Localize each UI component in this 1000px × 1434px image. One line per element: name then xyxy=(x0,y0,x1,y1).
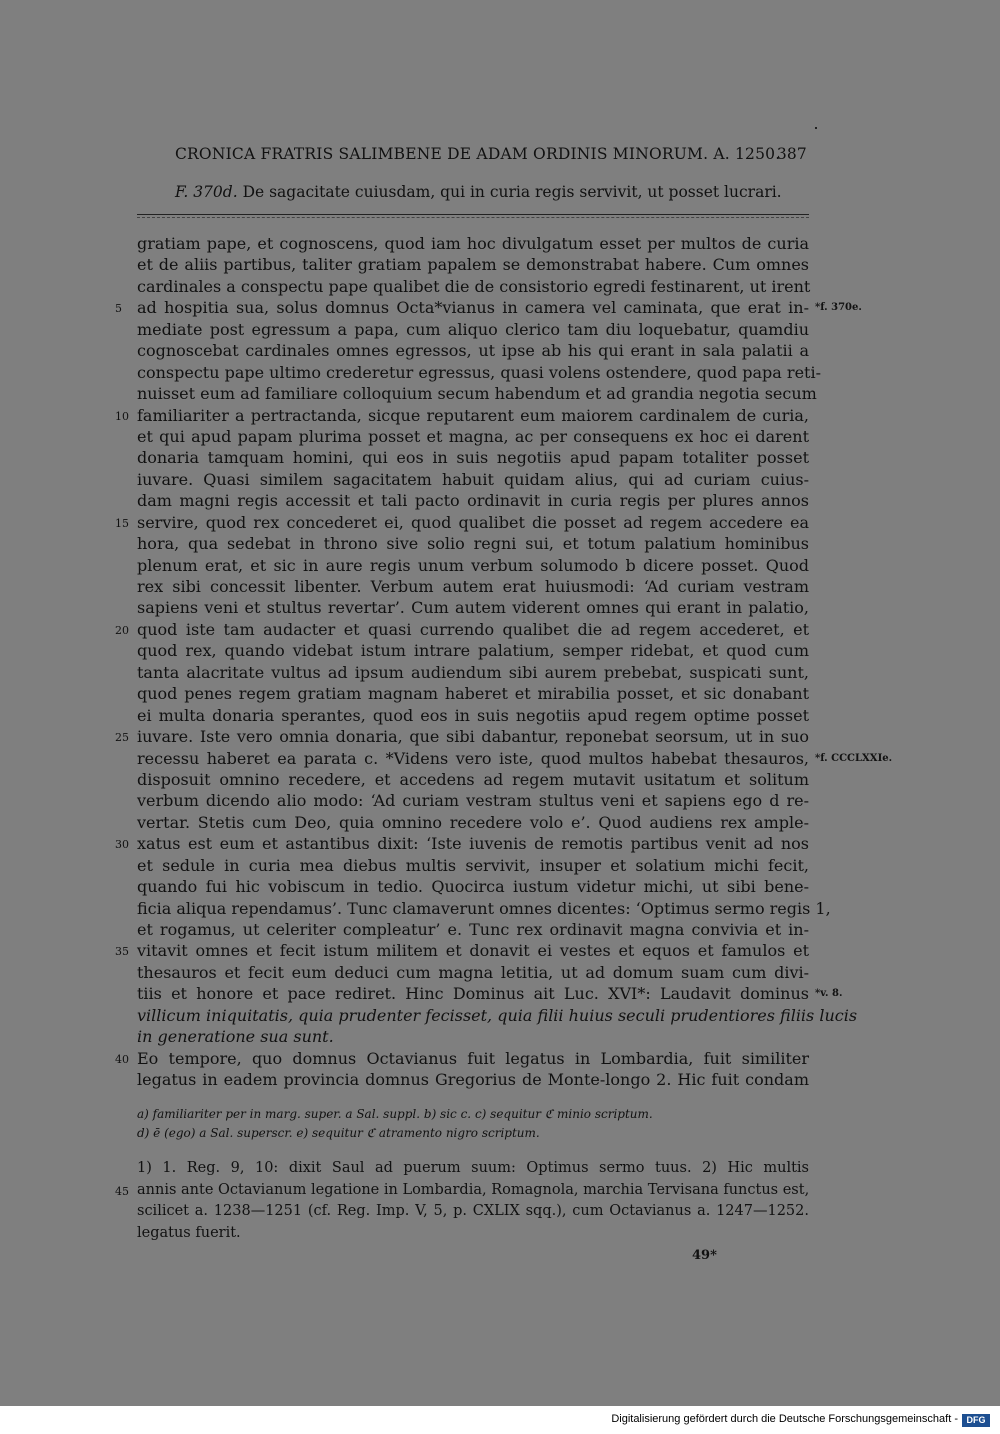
text-line-text: familiariter a pertractanda, sicque reputarent eum maiorem cardinalem de curia, xyxy=(137,405,809,425)
footnote-line-text: annis ante Octavianum legatione in Lombardia, Romagnola, marchia Tervisana functus est, xyxy=(137,1181,810,1198)
text-line xyxy=(115,1048,809,1069)
text-line-text: dam magni regis accessit et tali pacto ordinavit in curia regis per plures annos xyxy=(137,491,809,511)
text-line xyxy=(137,469,809,490)
footnote-line-text: legatus fuerit. xyxy=(137,1224,241,1241)
text-line xyxy=(115,940,809,961)
text-line xyxy=(137,705,809,726)
margin-note: *f. 370e. xyxy=(815,302,862,314)
text-line xyxy=(137,490,809,511)
text-line-text: disposuit omnino recedere, et accedens ad regem mutavit usitatum et solitum xyxy=(137,769,809,789)
text-line-text: vitavit omnes et fecit istum militem et donavit ei vestes et equos et famulos et xyxy=(137,941,809,961)
text-line-text: quod penes regem gratiam magnam haberet et mirabilia posset, et sic donabant xyxy=(137,684,809,704)
text-line-text: thesauros et fecit eum deduci cum magna letitia, ut ad domum suam cum divi- xyxy=(137,962,809,982)
page-number: 387 xyxy=(776,145,807,163)
critical-note-line: d) ē (ego) a Sal. superscr. e) sequitur ℭ atramento nigro scriptum. xyxy=(137,1126,540,1140)
text-line xyxy=(137,769,809,790)
footnote-line-text: 1) 1. Reg. 9, 10: dixit Saul ad puerum suum: Optimus sermo tuus. 2) Hic multis xyxy=(137,1160,809,1176)
critical-note-line: a) familiariter per in marg. super. a Sal. suppl. b) sic c. c) sequitur ℭ minio scriptum. xyxy=(137,1107,653,1121)
text-line xyxy=(137,748,893,769)
text-line xyxy=(115,619,809,640)
line-number: 20 xyxy=(115,623,129,637)
running-title: CRONICA FRATRIS SALIMBENE DE ADAM ORDINIS MINORUM. A. 1250. xyxy=(175,145,781,163)
running-header xyxy=(175,145,807,163)
footnotes xyxy=(115,1158,810,1244)
text-line xyxy=(115,726,809,747)
footnote-line xyxy=(115,1180,810,1202)
line-number: 5 xyxy=(115,302,122,316)
footnote-line xyxy=(137,1223,809,1245)
line-number: 30 xyxy=(115,838,129,852)
text-line-text: ei multa donaria sperantes, quod eos in suis negotiis apud regem optime posset xyxy=(137,705,809,725)
text-line xyxy=(137,812,809,833)
margin-note: *v. 8. xyxy=(815,988,843,1000)
header-rule xyxy=(137,214,809,215)
text-line xyxy=(137,576,809,597)
text-line-text: nuisset eum ad familiare colloquium secum habendum et ad grandia negotia secum xyxy=(137,384,817,404)
line-number: 45 xyxy=(115,1184,129,1198)
text-line-text: vertar. Stetis cum Deo, quia omnino recedere volo e’. Quod audiens rex ample- xyxy=(137,812,809,832)
text-line-text: Eo tempore, quo domnus Octavianus fuit legatus in Lombardia, fuit similiter xyxy=(137,1048,809,1068)
text-line xyxy=(137,790,809,811)
text-line xyxy=(137,555,809,576)
text-line xyxy=(137,962,809,983)
text-line-text: quod rex, quando videbat istum intrare palatium, semper ridebat, et quod cum xyxy=(137,641,809,661)
text-line xyxy=(137,1069,809,1090)
text-line xyxy=(115,833,809,854)
line-number: 15 xyxy=(115,516,129,530)
text-line-text: tanta alacritate vultus ad ipsum audiendum sibi aurem prebebat, suspicati sunt, xyxy=(137,662,809,682)
main-text xyxy=(115,233,893,1091)
footnote-line-text: scilicet a. 1238—1251 (cf. Reg. Imp. V, 5, p. CXLIX sqq.), cum Octavianus a. 1247—1252. xyxy=(137,1203,809,1219)
text-line-text: iuvare. Quasi similem sagacitatem habuit quidam alius, qui ad curiam cuius- xyxy=(137,469,809,489)
text-line-text: legatus in eadem provincia domnus Gregorius de Monte-longo 2. Hic fuit condam xyxy=(137,1070,809,1090)
text-line-text: cardinales a conspectu pape qualibet die de consistorio egredi festinarent, ut irent xyxy=(137,276,811,296)
text-line-text: conspectu pape ultimo crederetur egressus, quasi volens ostendere, quod papa reti- xyxy=(137,362,821,382)
text-line-text: iuvare. Iste vero omnia donaria, que sibi dabantur, reponebat seorsum, ut in suo xyxy=(137,727,809,747)
text-line xyxy=(137,383,817,404)
text-line-text: verbum dicendo alio modo: ‘Ad curiam vestram stultus veni et sapiens ego d re- xyxy=(137,791,809,811)
line-number: 25 xyxy=(115,731,129,745)
text-line xyxy=(137,898,831,919)
text-line-text: servire, quod rex concederet ei, quod qualibet die posset ad regem accedere ea xyxy=(137,512,809,532)
chapter-subheading xyxy=(175,183,807,201)
text-line xyxy=(137,254,809,275)
folio-reference: F. 370d. xyxy=(175,183,238,201)
text-line xyxy=(137,1005,858,1026)
critical-apparatus xyxy=(137,1105,809,1143)
text-line xyxy=(137,1026,809,1047)
text-line xyxy=(137,340,809,361)
text-line-text: xatus est eum et astantibus dixit: ‘Iste iuvenis de remotis partibus venit ad nos xyxy=(137,834,809,854)
text-line-text: rex sibi concessit libenter. Verbum autem erat huiusmodi: ‘Ad curiam vestram xyxy=(137,577,809,596)
text-line-text: et de aliis partibus, taliter gratiam papalem se demonstrabat habere. Cum omnes xyxy=(137,255,809,275)
dfg-logo: DFG xyxy=(962,1414,990,1427)
margin-note: *f. CCCLXXIe. xyxy=(815,752,893,764)
chapter-title: De sagacitate cuiusdam, qui in curia regis servivit, ut posset lucrari. xyxy=(242,183,782,201)
text-line-text: et sedule in curia mea diebus multis servivit, insuper et solatium michi fecit, xyxy=(137,855,809,875)
line-number: 40 xyxy=(115,1052,129,1066)
text-line-text: mediate post egressum a papa, cum aliquo clerico tam diu loquebatur, quamdiu xyxy=(137,319,809,339)
text-line xyxy=(137,855,809,876)
line-number: 10 xyxy=(115,409,129,423)
signature-mark: 49* xyxy=(692,1248,717,1263)
text-line xyxy=(137,640,809,661)
text-line-text: gratiam pape, et cognoscens, quod iam hoc divulgatum esset per multos de curia xyxy=(137,234,809,253)
text-line-text: cognoscebat cardinales omnes egressos, ut ipse ab his qui erant in sala palatii a xyxy=(137,341,809,361)
text-line-text: villicum iniquitatis, quia prudenter fecisset, quia filii huius seculi prudentiores filiis lucis xyxy=(137,1005,858,1025)
text-line-text: hora, qua sedebat in throno sive solio regni sui, et totum palatium hominibus xyxy=(137,534,809,554)
text-line xyxy=(137,533,809,554)
line-number: 35 xyxy=(115,945,129,959)
page-mark xyxy=(815,127,817,129)
text-line xyxy=(137,276,809,297)
text-line-text: ad hospitia sua, solus domnus Octa*vianus in camera vel caminata, que erat in- xyxy=(137,298,809,318)
text-line-text: et rogamus, ut celeriter compleatur’ e. Tunc rex ordinavit magna convivia et in- xyxy=(137,920,809,939)
text-line xyxy=(137,426,809,447)
text-line-text: plenum erat, et sic in aure regis unum verbum solumodo b dicere posset. Quod xyxy=(137,555,809,575)
text-line xyxy=(137,876,809,897)
funding-credit: Digitalisierung gefördert durch die Deutsche Forschungsgemeinschaft - xyxy=(611,1413,958,1425)
text-line-text: et qui apud papam plurima posset et magna, ac per consequens ex hoc ei darent xyxy=(137,426,809,446)
text-line xyxy=(137,362,821,383)
text-line xyxy=(137,319,809,340)
footer-bar xyxy=(0,1406,1000,1434)
text-line-text: quod iste tam audacter et quasi currendo qualibet die ad regem accederet, et xyxy=(137,619,809,639)
text-line-text: quando fui hic vobiscum in tedio. Quocirca iustum videtur michi, ut sibi bene- xyxy=(137,877,809,897)
text-line-text: donaria tamquam homini, qui eos in suis negotiis apud papam totaliter posset xyxy=(137,448,809,468)
text-line xyxy=(137,233,809,254)
text-line-text: tiis et honore et pace rediret. Hinc Dominus ait Luc. XVI*: Laudavit dominus xyxy=(137,984,809,1004)
text-line xyxy=(137,597,809,618)
text-line xyxy=(137,447,809,468)
text-line-text: sapiens veni et stultus revertar’. Cum autem viderent omnes qui erant in palatio, xyxy=(137,598,809,618)
text-line-text: recessu haberet ea parata c. *Videns vero iste, quod multos habebat thesauros, xyxy=(137,748,809,768)
footnote-line xyxy=(137,1201,809,1223)
text-line xyxy=(137,919,809,940)
text-line xyxy=(137,983,843,1004)
footnote-line xyxy=(137,1158,809,1180)
text-line xyxy=(115,297,862,318)
header-rule-dashed xyxy=(137,217,809,218)
text-line xyxy=(137,662,809,683)
text-line-text: ficia aliqua rependamus’. Tunc clamaverunt omnes dicentes: ‘Optimus sermo regis 1, xyxy=(137,898,831,918)
text-line xyxy=(137,683,809,704)
text-line xyxy=(115,405,809,426)
text-line xyxy=(115,512,809,533)
text-line-text: in generatione sua sunt. xyxy=(137,1027,334,1047)
